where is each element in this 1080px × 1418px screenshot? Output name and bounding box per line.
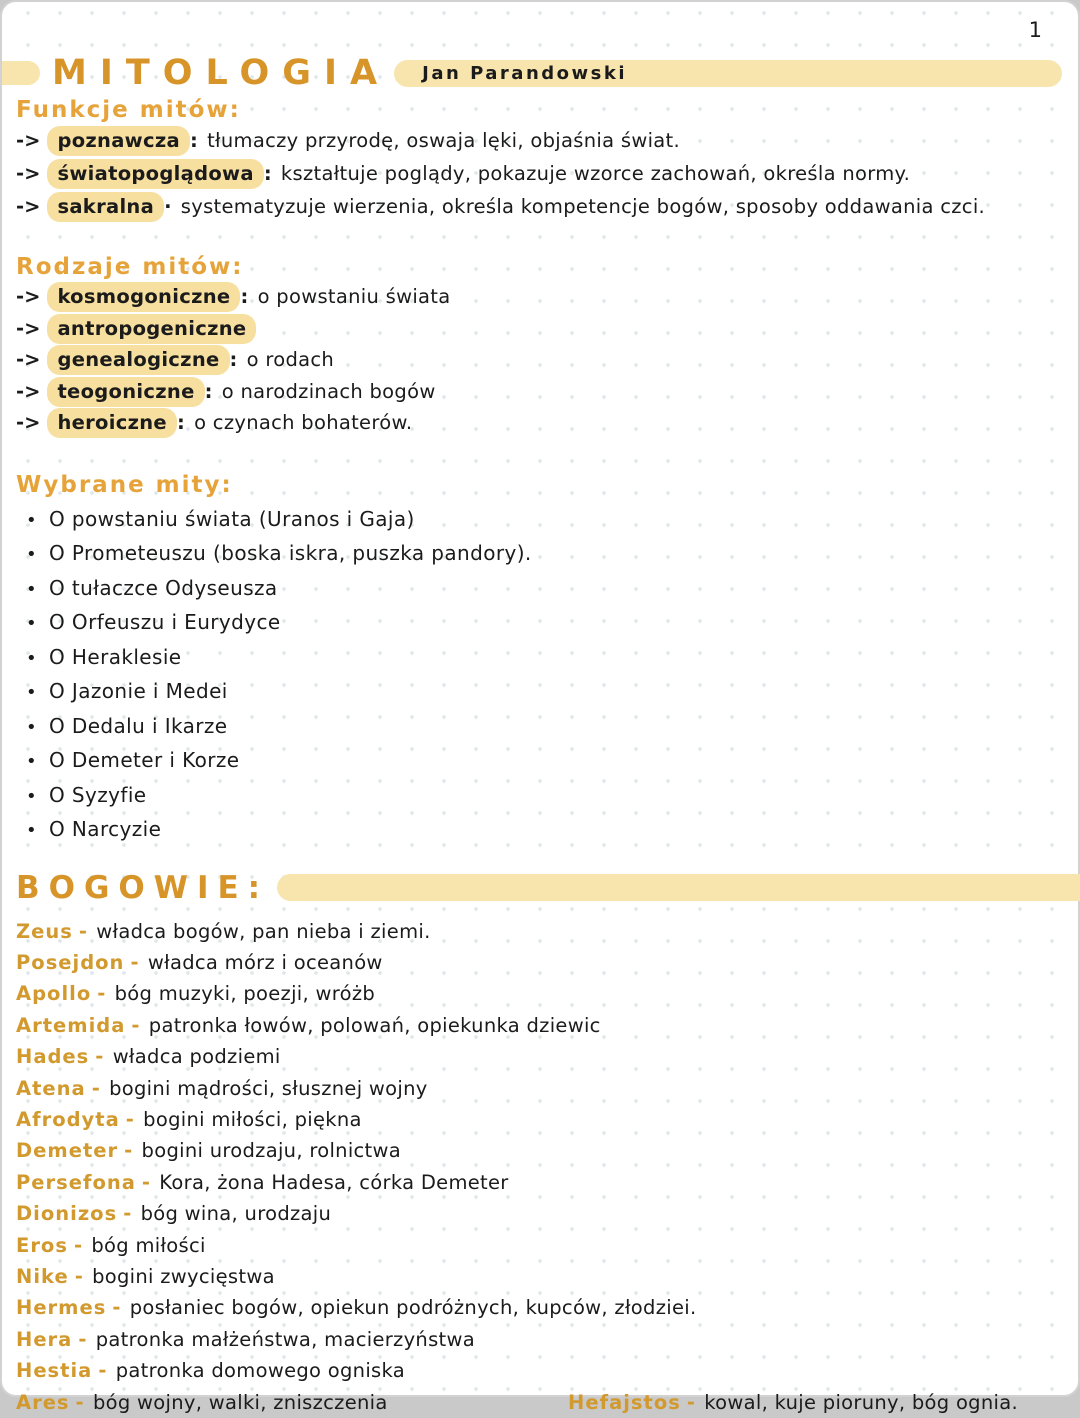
title-row [16, 56, 1064, 90]
item-text: o powstaniu świata [258, 285, 451, 308]
god-name: Hermes [16, 1296, 106, 1319]
god-description: patronka domowego ogniska [116, 1359, 405, 1382]
god-name: Hera [16, 1328, 72, 1351]
god-entry [16, 1010, 1064, 1041]
page-content [2, 56, 1078, 1418]
list-item [16, 744, 1064, 779]
funkcje-item [16, 190, 1064, 223]
god-name: Artemida [16, 1014, 125, 1037]
god-name: Persefona [16, 1171, 136, 1194]
bullet-icon: • [26, 682, 37, 703]
bogowie-highlight-band [277, 874, 1080, 901]
item-text: O Demeter i Korze [49, 748, 239, 772]
bullet-icon: • [26, 751, 37, 772]
item-text: systematyzuje wierzenia, określa kompetencje bogów, sposoby oddawania czci. [181, 195, 985, 218]
god-name: Dionizos [16, 1202, 117, 1225]
funkcje-list [16, 124, 1064, 223]
arrow-glyph: -> [16, 195, 40, 218]
dash-separator: - [74, 1234, 82, 1257]
arrow-glyph: -> [16, 348, 40, 371]
item-text: O tułaczce Odyseusza [49, 576, 278, 600]
item-text: O Prometeuszu (boska iskra, puszka pandory). [49, 541, 532, 565]
dash-separator: - [92, 1077, 100, 1100]
rodzaje-item [16, 376, 1064, 408]
god-name: Eros [16, 1234, 68, 1257]
bullet-icon: • [26, 613, 37, 634]
section-heading-wybrane: Wybrane mity: [16, 471, 1064, 499]
god-name: Afrodyta [16, 1108, 120, 1131]
author-name: Jan Parandowski [422, 63, 627, 84]
god-name: Atena [16, 1077, 86, 1100]
highlighted-keyword: teogoniczne [47, 377, 204, 407]
god-entry [16, 1387, 388, 1418]
god-entry [16, 1135, 1064, 1166]
item-text: kształtuje poglądy, pokazuje wzorce zachowań, określa normy. [281, 162, 910, 185]
god-description: bogini zwycięstwa [92, 1265, 275, 1288]
god-entry [16, 1292, 1064, 1323]
wybrane-list [16, 503, 1064, 848]
dash-separator: - [687, 1391, 695, 1414]
list-item [16, 779, 1064, 814]
item-text: O Orfeuszu i Eurydyce [49, 610, 281, 634]
arrow-glyph: -> [16, 129, 40, 152]
arrow-glyph: -> [16, 380, 40, 403]
gods-list [16, 916, 1064, 1418]
dash-separator: - [76, 1391, 84, 1414]
highlighted-keyword: światopoglądowa [47, 159, 263, 189]
god-description: władca podziemi [113, 1045, 281, 1068]
item-text: O Narcyzie [49, 817, 161, 841]
list-item [16, 572, 1064, 607]
separator: : [205, 380, 213, 403]
bullet-icon: • [26, 786, 37, 807]
bullet-icon: • [26, 820, 37, 841]
god-entry [16, 1198, 1064, 1229]
page-title: MITOLOGIA [52, 56, 390, 90]
dash-separator: - [112, 1296, 120, 1319]
dash-separator: - [124, 1139, 132, 1162]
page-number: 1 [1029, 18, 1042, 42]
god-entry [16, 1041, 1064, 1072]
list-item [16, 537, 1064, 572]
highlighted-keyword: kosmogoniczne [47, 282, 240, 312]
god-entry [16, 1167, 1064, 1198]
rodzaje-item [16, 344, 1064, 376]
god-description: bogini urodzaju, rolnictwa [142, 1139, 401, 1162]
god-description: władca mórz i oceanów [148, 951, 383, 974]
god-description: patronka małżeństwa, macierzyństwa [96, 1328, 475, 1351]
list-item [16, 503, 1064, 538]
dash-separator: - [97, 982, 105, 1005]
bullet-icon: • [26, 579, 37, 600]
bogowie-heading-row [16, 870, 1064, 906]
dash-separator: - [98, 1359, 106, 1382]
list-item [16, 606, 1064, 641]
separator: : [190, 129, 198, 152]
funkcje-item [16, 124, 1064, 157]
god-entry [16, 1324, 1064, 1355]
highlighted-keyword: poznawcza [47, 126, 190, 156]
rodzaje-item [16, 407, 1064, 439]
dash-separator: - [75, 1265, 83, 1288]
item-text: o czynach bohaterów. [194, 411, 412, 434]
dash-separator: - [126, 1108, 134, 1131]
author-highlight-band [394, 60, 1062, 87]
separator: : [240, 285, 248, 308]
rodzaje-list [16, 281, 1064, 439]
list-item [16, 710, 1064, 745]
god-description: bóg miłości [91, 1234, 205, 1257]
dash-separator: - [123, 1202, 131, 1225]
arrow-glyph: -> [16, 317, 40, 340]
item-text: o rodach [247, 348, 334, 371]
god-description: kowal, kuje pioruny, bóg ognia. [704, 1391, 1018, 1414]
god-entry [16, 947, 1064, 978]
highlighted-keyword: genealogiczne [47, 345, 229, 375]
god-description: bóg muzyki, poezji, wróżb [115, 982, 375, 1005]
god-name: Hestia [16, 1359, 92, 1382]
item-text: o narodzinach bogów [222, 380, 436, 403]
list-item [16, 675, 1064, 710]
bullet-icon: • [26, 717, 37, 738]
list-item [16, 813, 1064, 848]
dash-separator: - [142, 1171, 150, 1194]
dash-separator: - [130, 951, 138, 974]
dash-separator: - [131, 1014, 139, 1037]
god-entry [16, 978, 1064, 1009]
dash-separator: - [79, 920, 87, 943]
rodzaje-item [16, 313, 1064, 345]
separator: : [264, 162, 272, 185]
item-text: O powstaniu świata (Uranos i Gaja) [49, 507, 415, 531]
god-entry [16, 1230, 1064, 1261]
highlighted-keyword: antropogeniczne [47, 314, 256, 344]
highlighted-keyword: sakralna [47, 192, 164, 222]
god-description: bóg wina, urodzaju [141, 1202, 332, 1225]
bullet-icon: • [26, 544, 37, 565]
highlighted-keyword: heroiczne [47, 408, 177, 438]
title-highlight-pill [2, 61, 40, 85]
list-item [16, 641, 1064, 676]
god-description: bogini mądrości, słusznej wojny [109, 1077, 428, 1100]
item-text: O Jazonie i Medei [49, 679, 228, 703]
god-description: bóg wojny, walki, zniszczenia [93, 1391, 388, 1414]
arrow-glyph: -> [16, 285, 40, 308]
funkcje-item [16, 157, 1064, 190]
item-text: tłumaczy przyrodę, oswaja lęki, objaśnia świat. [207, 129, 680, 152]
arrow-glyph: -> [16, 162, 40, 185]
separator: : [230, 348, 238, 371]
item-text: O Heraklesie [49, 645, 181, 669]
item-text: O Syzyfie [49, 783, 146, 807]
item-text: O Dedalu i Ikarze [49, 714, 227, 738]
god-name: Hades [16, 1045, 89, 1068]
god-description: patronka łowów, polowań, opiekunka dziewic [149, 1014, 601, 1037]
god-name: Zeus [16, 920, 73, 943]
section-heading-bogowie: BOGOWIE: [16, 870, 269, 906]
god-name: Hefajstos [568, 1391, 681, 1414]
section-heading-rodzaje: Rodzaje mitów: [16, 253, 1064, 281]
bullet-icon: • [26, 648, 37, 669]
god-name: Nike [16, 1265, 69, 1288]
god-entry-row-last [16, 1387, 1064, 1418]
god-entry [16, 1261, 1064, 1292]
section-heading-funkcje: Funkcje mitów: [16, 96, 1064, 124]
god-entry-hefajstos [568, 1387, 1018, 1418]
god-description: posłaniec bogów, opiekun podróżnych, kupców, złodziei. [130, 1296, 697, 1319]
god-name: Demeter [16, 1139, 118, 1162]
god-entry [16, 1073, 1064, 1104]
god-description: władca bogów, pan nieba i ziemi. [96, 920, 430, 943]
dash-separator: - [78, 1328, 86, 1351]
god-description: bogini miłości, piękna [143, 1108, 362, 1131]
god-entry [16, 1104, 1064, 1135]
arrow-glyph: -> [16, 411, 40, 434]
separator: · [164, 195, 172, 218]
god-name: Ares [16, 1391, 70, 1414]
bullet-icon: • [26, 510, 37, 531]
rodzaje-item [16, 281, 1064, 313]
separator: : [177, 411, 185, 434]
god-entry [16, 916, 1064, 947]
god-description: Kora, żona Hadesa, córka Demeter [159, 1171, 508, 1194]
dash-separator: - [95, 1045, 103, 1068]
god-entry [16, 1355, 1064, 1386]
god-name: Posejdon [16, 951, 124, 974]
god-name: Apollo [16, 982, 91, 1005]
